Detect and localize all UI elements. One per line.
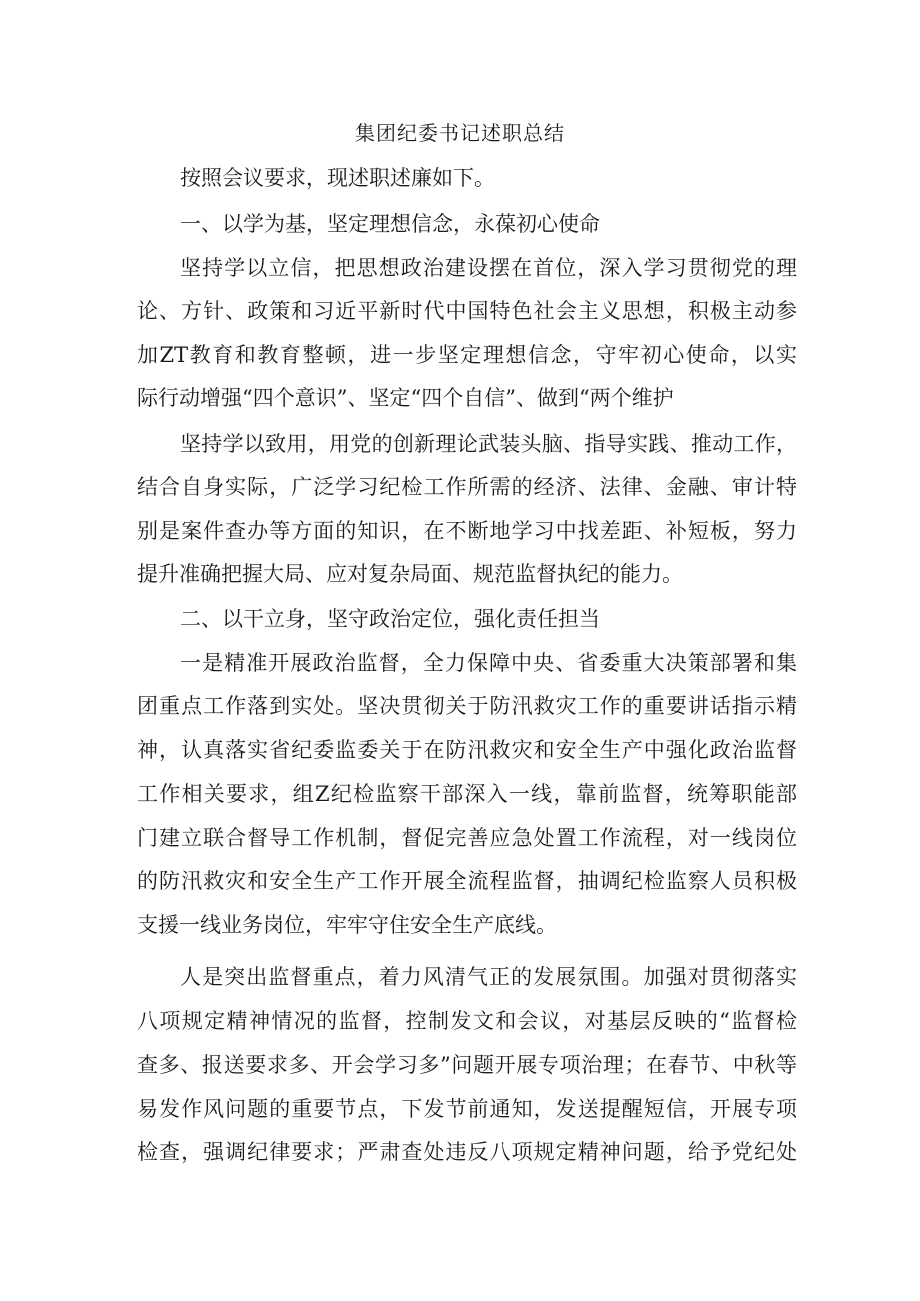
paragraph-line: 论、方针、政策和习近平新时代中国特色社会主义思想，积极主动参 xyxy=(137,299,797,323)
paragraph-line: 别是案件查办等方面的知识，在不断地学习中找差距、补短板，努力 xyxy=(137,519,797,543)
section-heading: 二、以干立身，坚守政治定位，强化责任担当 xyxy=(180,607,600,631)
paragraph-line: 八项规定精神情况的监督，控制发文和会议，对基层反映的“监督检 xyxy=(137,1009,797,1033)
paragraph-line: 团重点工作落到实处。坚决贯彻关于防汛救灾工作的重要讲话指示精 xyxy=(137,694,797,718)
paragraph-line: 支援一线业务岗位，牢牢守住安全生产底线。 xyxy=(137,913,557,937)
paragraph-line: 神，认真落实省纪委监委关于在防汛救灾和安全生产中强化政治监督 xyxy=(137,738,797,762)
paragraph-line: 结合自身实际，广泛学习纪检工作所需的经济、法律、金融、审计特 xyxy=(137,475,797,499)
paragraph-line: 人是突出监督重点，着力风清气正的发展氛围。加强对贯彻落实 xyxy=(180,965,797,989)
paragraph-line: 的防汛救灾和安全生产工作开展全流程监督，抽调纪检监察人员积极 xyxy=(137,869,797,893)
paragraph-line: 门建立联合督导工作机制，督促完善应急处置工作流程，对一线岗位 xyxy=(137,826,797,850)
paragraph-line: 查多、报送要求多、开会学习多”问题开展专项治理；在春节、中秋等 xyxy=(137,1053,797,1077)
section-heading: 一、以学为基，坚定理想信念，永葆初心使命 xyxy=(180,212,600,236)
paragraph-line: 按照会议要求，现述职述廉如下。 xyxy=(180,166,495,190)
paragraph-line: 际行动增强“四个意识”、坚定“四个自信”、做到“两个维护 xyxy=(137,386,674,410)
paragraph-line: 检查，强调纪律要求；严肃查处违反八项规定精神问题，给予党纪处 xyxy=(137,1140,797,1164)
document-title: 集团纪委书记述职总结 xyxy=(355,121,565,145)
paragraph-line: 提升准确把握大局、应对复杂局面、规范监督执纪的能力。 xyxy=(137,562,683,586)
paragraph-line: 加ZT教育和教育整顿，进一步坚定理想信念，守牢初心使命，以实 xyxy=(137,343,797,367)
paragraph-line: 坚持学以立信，把思想政治建设摆在首位，深入学习贯彻党的理 xyxy=(180,256,797,280)
paragraph-line: 坚持学以致用，用党的创新理论武装头脑、指导实践、推动工作， xyxy=(180,432,797,456)
paragraph-line: 工作相关要求，组Z纪检监察干部深入一线，靠前监督，统筹职能部 xyxy=(137,782,797,806)
paragraph-line: 一是精准开展政治监督，全力保障中央、省委重大决策部署和集 xyxy=(180,651,797,675)
paragraph-line: 易发作风问题的重要节点，下发节前通知，发送提醒短信，开展专项 xyxy=(137,1097,797,1121)
